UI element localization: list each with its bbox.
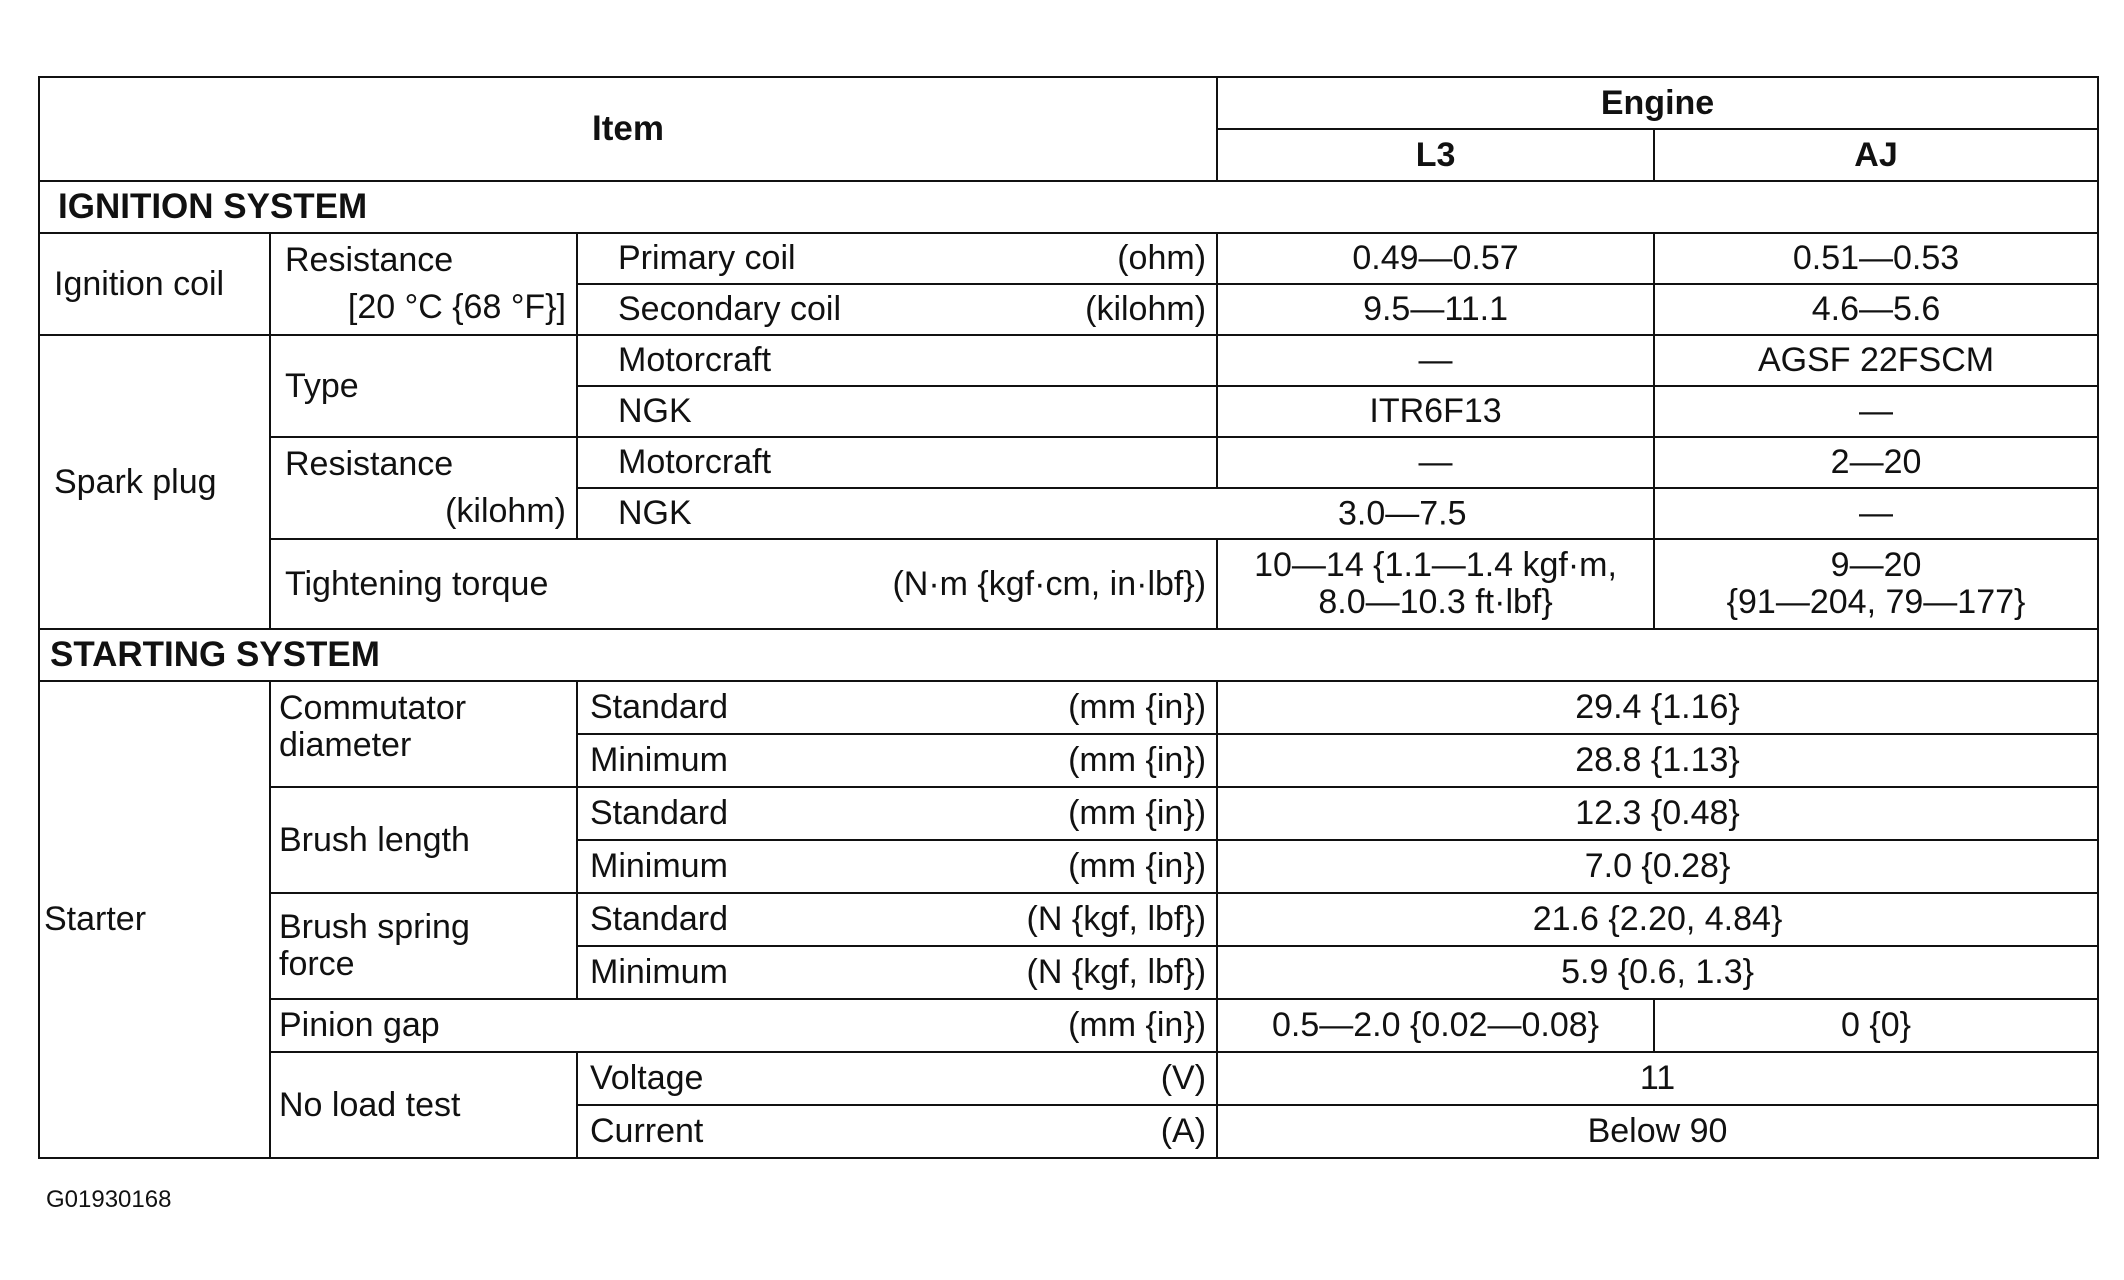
brush-spring-standard-value: 21.6 {2.20, 4.84}: [1217, 893, 2098, 946]
voltage-unit: (V): [1160, 1059, 1207, 1098]
pinion-gap-name: Pinion gap: [279, 1006, 440, 1045]
commutator-line1: Commutator: [279, 689, 467, 727]
secondary-coil-name: Secondary coil: [618, 290, 842, 329]
voltage-name: Voltage: [590, 1059, 704, 1098]
type-motorcraft-l3: —: [1217, 335, 1654, 386]
aj-column-header: AJ: [1654, 129, 2098, 181]
torque-aj-line1: 9—20: [1830, 546, 1922, 585]
secondary-coil-cell: [577, 284, 1217, 335]
brush-spring-line2: force: [279, 945, 355, 983]
brush-spring-standard-unit: (N {kgf, lbf}): [1026, 900, 1207, 939]
brush-length-standard-value: 12.3 {0.48}: [1217, 787, 2098, 840]
current-cell: [577, 1105, 1217, 1158]
torque-l3-line2: 8.0—10.3 ft·lbf}: [1318, 583, 1553, 621]
brush-spring-minimum-cell: [577, 946, 1217, 999]
commutator-standard-value: 29.4 {1.16}: [1217, 681, 2098, 734]
commutator-minimum-value: 28.8 {1.13}: [1217, 734, 2098, 787]
spark-resistance-label: [270, 437, 577, 539]
spark-resistance-unit: (kilohm): [445, 492, 566, 530]
brush-spring-standard-cell: [577, 893, 1217, 946]
primary-coil-cell: [577, 233, 1217, 284]
res-motorcraft-name: Motorcraft: [618, 443, 772, 482]
res-ngk-cell: [577, 488, 1654, 539]
torque-aj-line2: {91—204, 79—177}: [1726, 583, 2026, 621]
ignition-section-title: IGNITION SYSTEM: [39, 181, 2098, 233]
secondary-coil-unit: (kilohm): [1085, 290, 1207, 329]
l3-column-header: L3: [1217, 129, 1654, 181]
commutator-minimum-name: Minimum: [590, 741, 728, 780]
brush-spring-line1: Brush spring: [279, 908, 470, 947]
current-value: Below 90: [1217, 1105, 2098, 1158]
type-motorcraft-name: Motorcraft: [618, 341, 772, 380]
no-load-test-label: No load test: [270, 1052, 577, 1158]
res-ngk-name: NGK: [618, 494, 692, 533]
brush-length-standard-name: Standard: [590, 794, 728, 833]
brush-spring-minimum-name: Minimum: [590, 953, 728, 992]
commutator-minimum-unit: (mm {in}): [1068, 741, 1207, 780]
torque-cell: [270, 539, 1217, 629]
spark-type-label: Type: [270, 335, 577, 437]
coil-resistance-condition: [20 °C {68 °F}]: [347, 288, 566, 326]
res-ngk-aj: —: [1654, 488, 2098, 539]
pinion-gap-aj: 0 {0}: [1654, 999, 2098, 1052]
type-motorcraft-cell: [577, 335, 1217, 386]
figure-id: G01930168: [46, 1186, 172, 1213]
commutator-label: [270, 681, 577, 787]
res-motorcraft-cell: [577, 437, 1217, 488]
type-ngk-l3: ITR6F13: [1217, 386, 1654, 437]
brush-spring-standard-name: Standard: [590, 900, 728, 939]
brush-length-minimum-name: Minimum: [590, 847, 728, 886]
pinion-gap-l3: 0.5—2.0 {0.02—0.08}: [1217, 999, 1654, 1052]
starter-label: Starter: [39, 681, 270, 1158]
secondary-coil-l3: 9.5—11.1: [1217, 284, 1654, 335]
res-motorcraft-aj: 2—20: [1654, 437, 2098, 488]
commutator-line2: diameter: [279, 725, 412, 764]
primary-coil-aj: 0.51—0.53: [1654, 233, 2098, 284]
current-name: Current: [590, 1112, 704, 1151]
type-ngk-name: NGK: [618, 392, 692, 431]
pinion-gap-cell: [270, 999, 1217, 1052]
brush-spring-minimum-unit: (N {kgf, lbf}): [1026, 953, 1207, 992]
current-unit: (A): [1160, 1112, 1207, 1151]
brush-length-standard-cell: [577, 787, 1217, 840]
coil-resistance-text: Resistance: [285, 241, 454, 280]
type-ngk-cell: [577, 386, 1217, 437]
commutator-standard-unit: (mm {in}): [1068, 688, 1207, 727]
spark-plug-label: Spark plug: [39, 335, 270, 629]
res-ngk-shared-value: 3.0—7.5: [1338, 494, 1467, 533]
specification-table: [38, 76, 2099, 1159]
torque-unit: (N·m {kgf·cm, in·lbf}): [892, 564, 1207, 603]
type-ngk-aj: —: [1654, 386, 2098, 437]
type-motorcraft-aj: AGSF 22FSCM: [1654, 335, 2098, 386]
res-motorcraft-l3: —: [1217, 437, 1654, 488]
brush-spring-minimum-value: 5.9 {0.6, 1.3}: [1217, 946, 2098, 999]
primary-coil-unit: (ohm): [1117, 239, 1207, 278]
item-header: Item: [39, 77, 1217, 181]
brush-length-label: Brush length: [270, 787, 577, 893]
brush-spring-label: [270, 893, 577, 999]
commutator-standard-cell: [577, 681, 1217, 734]
torque-l3-line1: 10—14 {1.1—1.4 kgf·m,: [1254, 546, 1617, 585]
coil-resistance-label: [270, 233, 577, 335]
torque-name: Tightening torque: [285, 564, 549, 603]
pinion-gap-unit: (mm {in}): [1068, 1006, 1207, 1045]
commutator-standard-name: Standard: [590, 688, 728, 727]
brush-length-standard-unit: (mm {in}): [1068, 794, 1207, 833]
commutator-minimum-cell: [577, 734, 1217, 787]
starting-section-title: STARTING SYSTEM: [39, 629, 2098, 681]
brush-length-minimum-unit: (mm {in}): [1068, 847, 1207, 886]
torque-l3: [1217, 539, 1654, 629]
primary-coil-name: Primary coil: [618, 239, 796, 278]
primary-coil-l3: 0.49—0.57: [1217, 233, 1654, 284]
ignition-coil-label: Ignition coil: [39, 233, 270, 335]
voltage-cell: [577, 1052, 1217, 1105]
brush-length-minimum-value: 7.0 {0.28}: [1217, 840, 2098, 893]
brush-length-minimum-cell: [577, 840, 1217, 893]
secondary-coil-aj: 4.6—5.6: [1654, 284, 2098, 335]
engine-header: Engine: [1217, 77, 2098, 129]
voltage-value: 11: [1217, 1052, 2098, 1105]
spark-resistance-text: Resistance: [285, 445, 454, 484]
torque-aj: [1654, 539, 2098, 629]
